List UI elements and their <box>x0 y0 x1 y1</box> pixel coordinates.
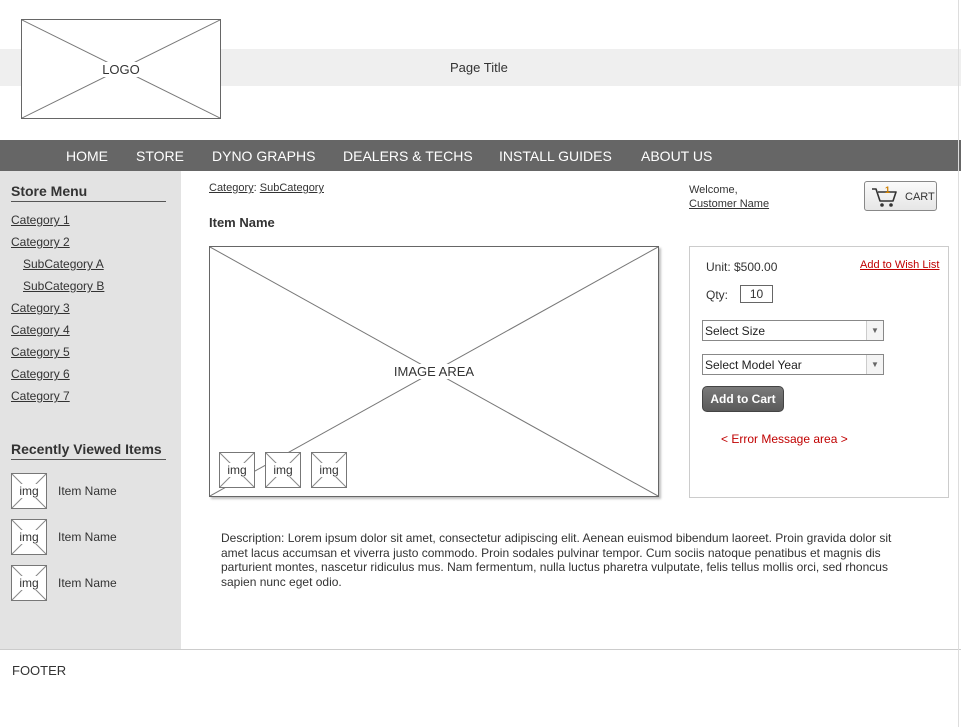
sidebar-category-5[interactable]: Category 5 <box>11 345 70 359</box>
thumbnail-label: img <box>19 484 39 498</box>
thumbnail-label: img <box>19 576 39 590</box>
thumbnail-label: img <box>19 530 39 544</box>
store-menu-title: Store Menu <box>11 183 88 199</box>
purchase-panel <box>689 246 949 498</box>
chevron-down-icon: ▼ <box>866 355 883 374</box>
main-nav <box>0 140 961 171</box>
size-select[interactable] <box>702 320 884 341</box>
sidebar-subcategory-b[interactable]: SubCategory B <box>23 279 105 293</box>
product-thumbnail[interactable] <box>265 452 301 488</box>
product-thumbnail[interactable] <box>219 452 255 488</box>
product-image-area[interactable] <box>209 246 659 497</box>
welcome-text: Welcome, <box>689 184 738 196</box>
sidebar-subcategory-a[interactable]: SubCategory A <box>23 257 104 271</box>
recent-item-name[interactable]: Item Name <box>58 530 117 544</box>
add-to-wish-list-link[interactable]: Add to Wish List <box>860 259 940 271</box>
model-year-select[interactable] <box>702 354 884 375</box>
logo[interactable] <box>21 19 221 119</box>
cart-button[interactable] <box>864 181 937 211</box>
breadcrumb <box>209 182 324 194</box>
thumbnail-label: img <box>227 463 247 477</box>
size-select-value: Select Size <box>705 324 766 338</box>
sidebar-category-7[interactable]: Category 7 <box>11 389 70 403</box>
nav-store[interactable]: STORE <box>136 148 184 164</box>
add-to-cart-button[interactable]: Add to Cart <box>702 386 784 412</box>
nav-about-us[interactable]: ABOUT US <box>641 148 713 164</box>
sidebar <box>0 171 181 649</box>
footer-divider <box>0 649 961 650</box>
footer: FOOTER <box>12 663 67 678</box>
welcome-block <box>689 183 769 211</box>
breadcrumb-subcategory[interactable]: SubCategory <box>259 182 324 194</box>
recent-items-title: Recently Viewed Items <box>11 441 162 457</box>
nav-install-guides[interactable]: INSTALL GUIDES <box>499 148 612 164</box>
recent-item-thumbnail[interactable] <box>11 565 47 601</box>
model-year-select-value: Select Model Year <box>705 358 802 372</box>
qty-label: Qty: <box>706 288 729 302</box>
recent-item-name[interactable]: Item Name <box>58 484 117 498</box>
recent-item-thumbnail[interactable] <box>11 519 47 555</box>
thumbnail-label: img <box>273 463 293 477</box>
sidebar-category-3[interactable]: Category 3 <box>11 301 70 315</box>
breadcrumb-category[interactable]: Category <box>209 182 254 194</box>
customer-name-link[interactable]: Customer Name <box>689 198 770 210</box>
sidebar-category-4[interactable]: Category 4 <box>11 323 70 337</box>
product-thumbnail[interactable] <box>311 452 347 488</box>
thumbnail-label: img <box>319 463 339 477</box>
recent-item-name[interactable]: Item Name <box>58 576 117 590</box>
store-menu-divider <box>11 201 166 202</box>
logo-label: LOGO <box>102 61 140 77</box>
nav-dyno-graphs[interactable]: DYNO GRAPHS <box>212 148 316 164</box>
item-name-heading: Item Name <box>209 215 275 230</box>
page-title: Page Title <box>450 60 508 75</box>
error-message: < Error Message area > <box>721 432 848 446</box>
cart-label: CART <box>905 191 935 203</box>
image-area-label: IMAGE AREA <box>393 364 475 379</box>
product-description: Description: Lorem ipsum dolor sit amet, consectetur adipiscing elit. Aenean euismod bibendum laoreet. Proin gravida dolor sit amet lacus accumsan et viverra justo commodo. Proin sodales pulvinar tempor. Cum sociis natoque penatibus et magnis dis parturient montes, nascetur ridiculus mus. Nam fermentum, nulla luctus pharetra vulputate, felis tellus mollis orci, sed rhoncus sapien nunc eget odio. <box>221 531 892 589</box>
qty-input[interactable] <box>740 285 773 303</box>
cart-count-badge: 1 <box>885 185 891 195</box>
sidebar-category-1[interactable]: Category 1 <box>11 213 70 227</box>
chevron-down-icon: ▼ <box>866 321 883 340</box>
nav-dealers-techs[interactable]: DEALERS & TECHS <box>343 148 473 164</box>
nav-home[interactable]: HOME <box>66 148 108 164</box>
page-border <box>958 0 959 727</box>
sidebar-category-6[interactable]: Category 6 <box>11 367 70 381</box>
unit-price: Unit: $500.00 <box>706 260 778 274</box>
breadcrumb-separator: : <box>253 182 257 194</box>
recent-item-thumbnail[interactable] <box>11 473 47 509</box>
sidebar-category-2[interactable]: Category 2 <box>11 235 70 249</box>
recent-items-divider <box>11 459 166 460</box>
